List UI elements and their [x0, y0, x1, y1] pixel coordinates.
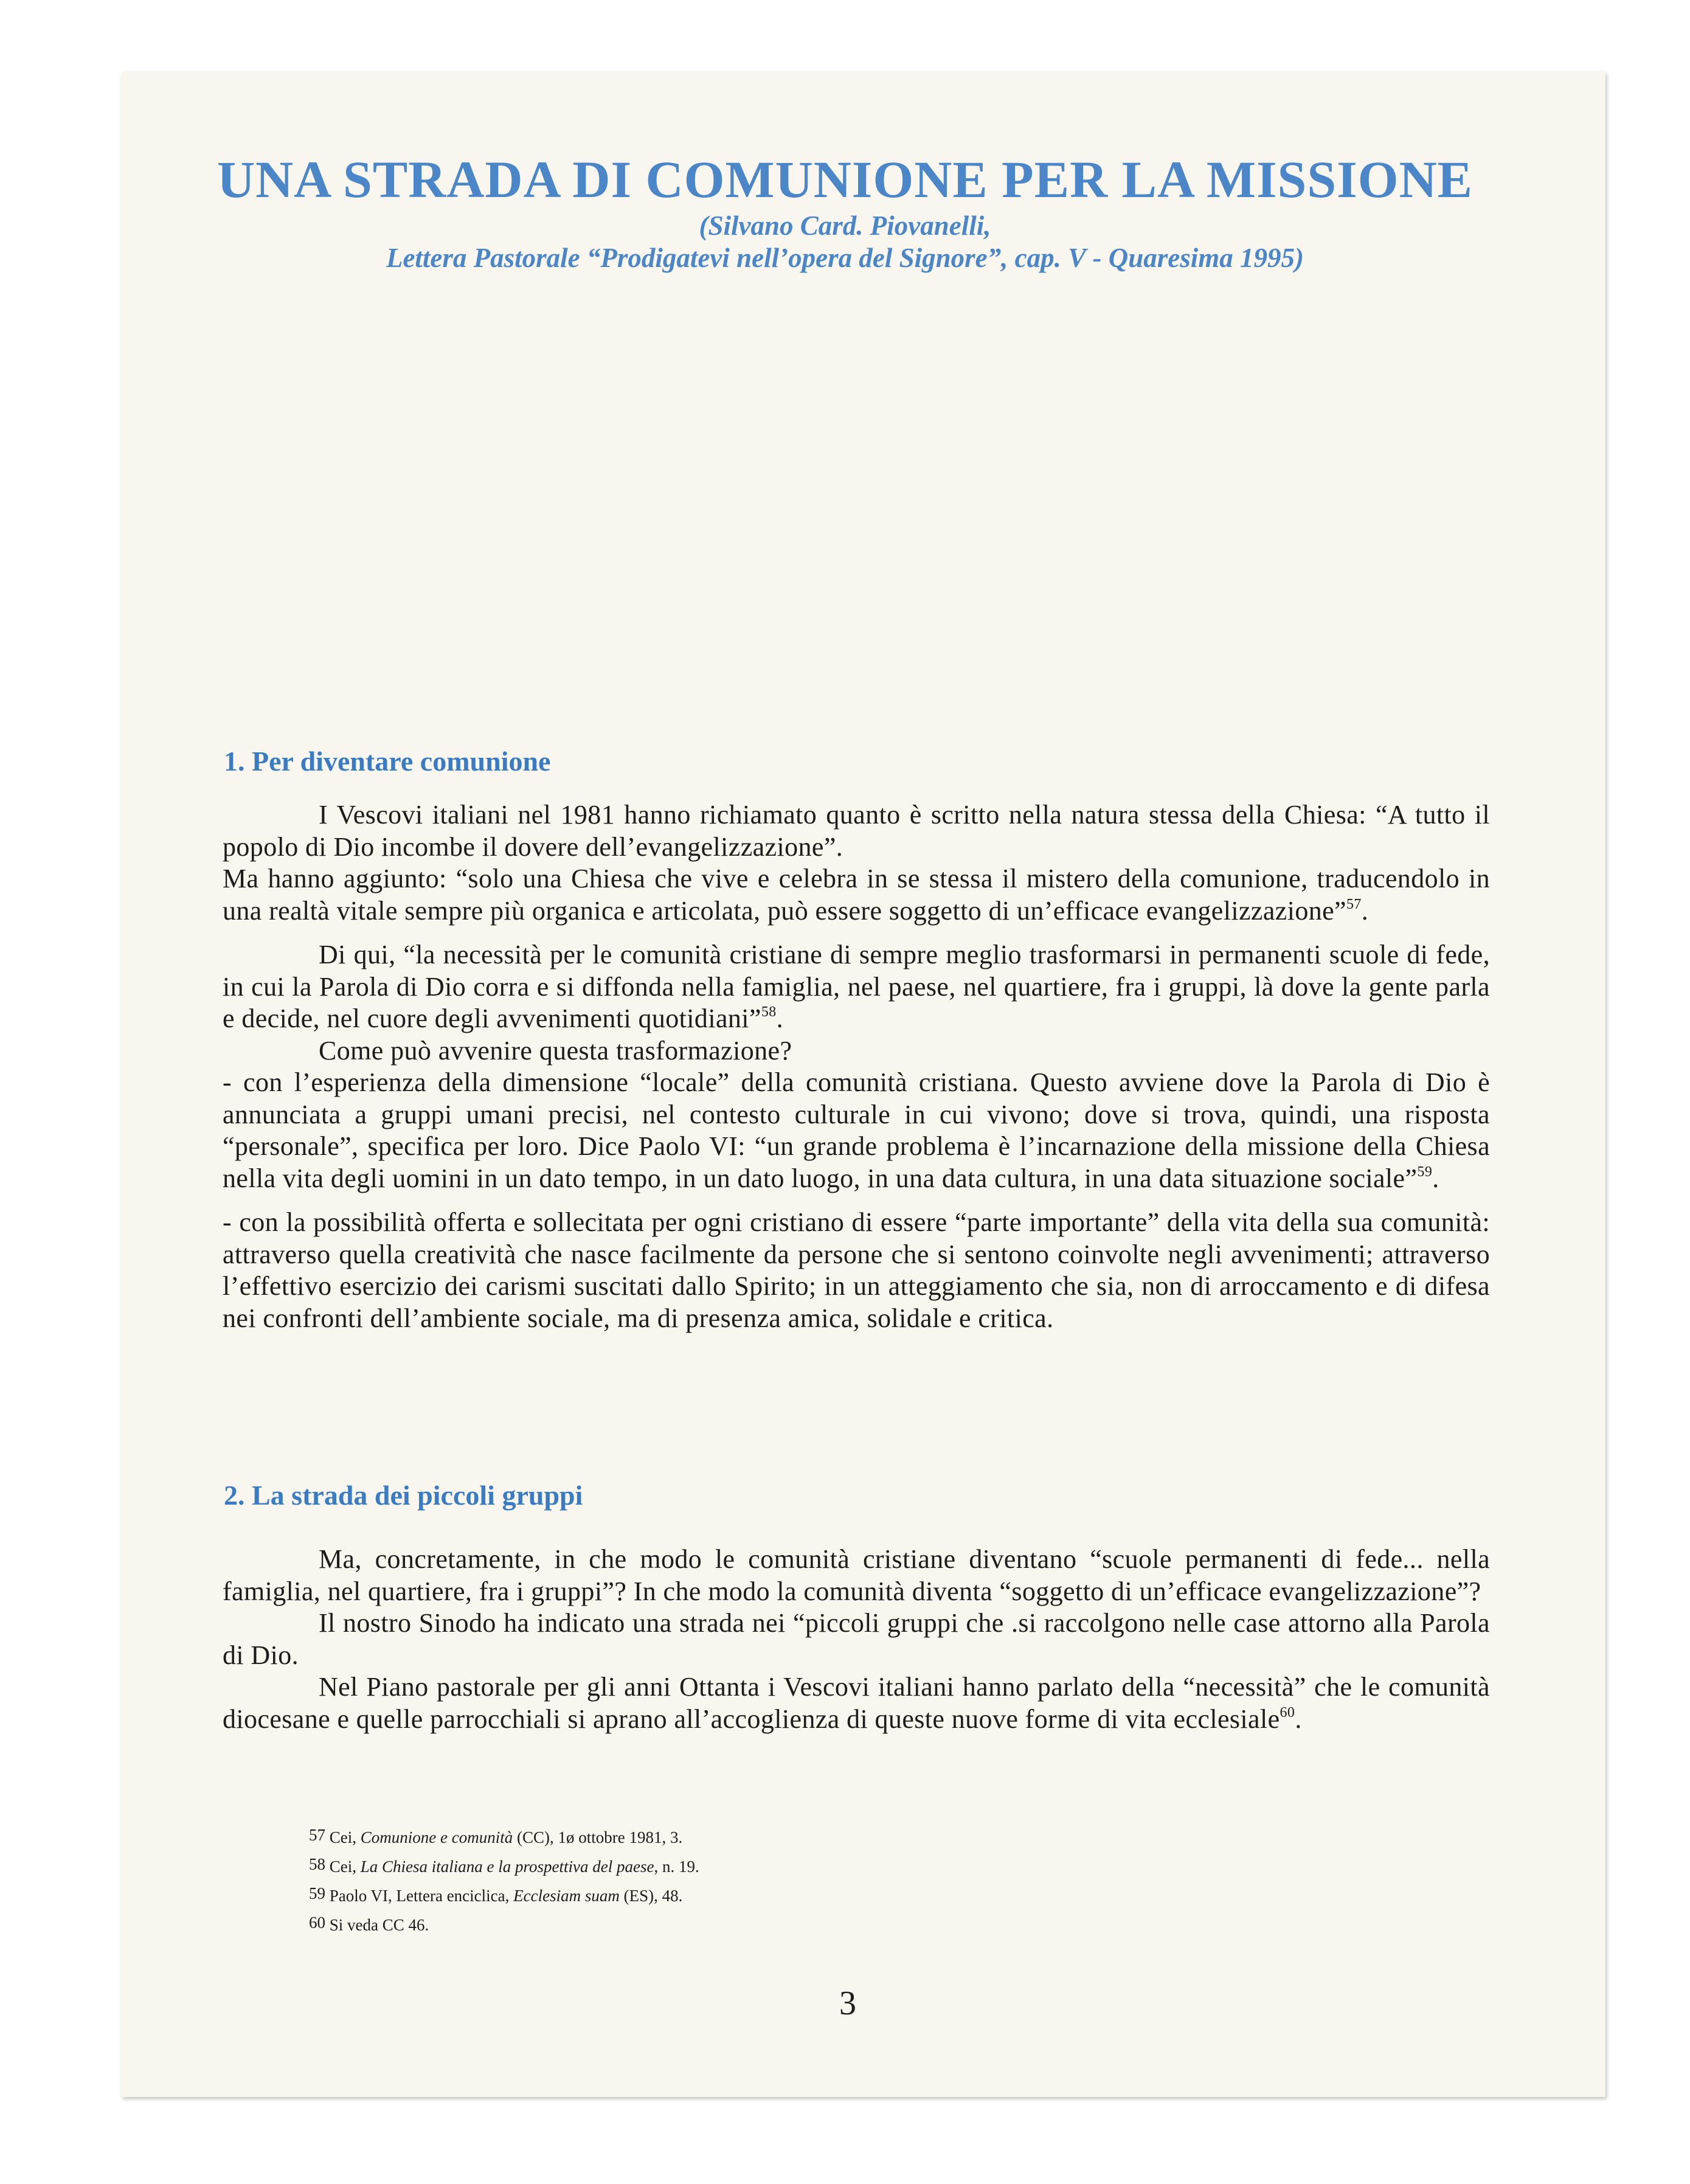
paragraph-text: Nel Piano pastorale per gli anni Ottanta i Vescovi italiani hanno parlato della “necessità” che le comunità diocesane e quelle parrocchiali si aprano all’accoglienza di queste nuove forme di vita ecclesiale — [223, 1672, 1490, 1734]
footnote — [309, 1851, 699, 1880]
paragraph — [223, 863, 1490, 927]
paragraph-text: Ma hanno aggiunto: “solo una Chiesa che vive e celebra in se stessa il mistero della comunione, traducendolo in una realtà vitale sempre più organica e articolata, può essere soggetto di un’efficace evangelizzazione” — [223, 864, 1490, 926]
document-subtitle-author: (Silvano Card. Piovanelli, — [699, 210, 991, 241]
section-2-body — [223, 1544, 1490, 1735]
footnote-title: Comunione e comunità — [360, 1828, 513, 1846]
paragraph-text: Come può avvenire questa trasformazione? — [319, 1035, 792, 1066]
footnote-ref: 57 — [1346, 896, 1362, 912]
footnote-number: 59 — [309, 1884, 325, 1902]
paragraph-text: Ma, concretamente, in che modo le comunità cristiane diventano “scuole permanenti di fede... nella famiglia, nel quartiere, fra i gruppi”? In che modo la comunità diventa “soggetto di un’efficace evangelizzazione”? — [223, 1544, 1490, 1606]
footnote-text: Paolo VI, Lettera enciclica, — [329, 1887, 514, 1905]
footnote-text: , n. 19. — [654, 1857, 699, 1876]
footnote — [309, 1822, 699, 1851]
paragraph-tail: . — [1295, 1704, 1302, 1734]
footnote-text: (CC), 1ø ottobre 1981, 3. — [513, 1828, 683, 1846]
section-1-heading: 1. Per diventare comunione — [224, 746, 551, 777]
paragraph-text: Di qui, “la necessità per le comunità cristiane di sempre meglio trasformarsi in permanenti scuole di fede, in cui la Parola di Dio corra e si diffonda nella famiglia, nel paese, nel quartiere, fra i gruppi, là dove la gente parla e decide, nel cuore degli avvenimenti quotidiani” — [223, 940, 1490, 1033]
footnote-ref: 60 — [1280, 1704, 1295, 1721]
paragraph-text: Il nostro Sinodo ha indicato una strada nei “piccoli gruppi che .si raccolgono nelle case attorno alla Parola di Dio. — [223, 1608, 1490, 1670]
document-title: UNA STRADA DI COMUNIONE PER LA MISSIONE — [216, 150, 1474, 209]
paragraph — [223, 1607, 1490, 1671]
paragraph — [223, 799, 1490, 863]
page-number: 3 — [839, 1985, 856, 2022]
footnote-number: 60 — [309, 1913, 325, 1932]
paragraph — [223, 1207, 1490, 1334]
footnote-title: La Chiesa italiana e la prospettiva del paese — [360, 1857, 654, 1876]
paragraph — [223, 1671, 1490, 1735]
paragraph-tail: . — [1361, 895, 1369, 926]
footnotes — [309, 1822, 699, 1938]
footnote-ref: 59 — [1417, 1163, 1433, 1180]
footnote-title: Ecclesiam suam — [513, 1887, 620, 1905]
paragraph-text: - con la possibilità offerta e sollecitata per ogni cristiano di essere “parte importante” della vita della sua comunità: attraverso quella creatività che nasce facilmente da persone che si sentono coinvolte negli avvenimenti; attraverso l’effettivo esercizio dei carismi suscitati dallo Spirito; in un atteggiamento che sia, non di arroccamento e di difesa nei confronti dell’ambiente sociale, ma di presenza amica, solidale e critica. — [223, 1207, 1490, 1333]
section-2-heading: 2. La strada dei piccoli gruppi — [224, 1480, 583, 1511]
paragraph-text: - con l’esperienza della dimensione “locale” della comunità cristiana. Questo avviene dove la Parola di Dio è annunciata a gruppi umani precisi, nel contesto culturale in cui vivono; dove si trova, quindi, una risposta “personale”, specifica per loro. Dice Paolo VI: “un grande problema è l’incarnazione della missione della Chiesa nella vita degli uomini in un dato tempo, in un dato luogo, in una data cultura, in una data situazione sociale” — [223, 1067, 1490, 1193]
footnote-text: Cei, — [329, 1857, 361, 1876]
paragraph — [223, 1067, 1490, 1194]
paragraph — [223, 1544, 1490, 1607]
footnote-text: Si veda CC 46. — [329, 1916, 429, 1934]
footnote — [309, 1880, 699, 1909]
document-subtitle-source: Lettera Pastorale “Prodigatevi nell’opera del Signore”, cap. V - Quaresima 1995) — [386, 243, 1304, 273]
footnote-number: 57 — [309, 1826, 325, 1844]
paragraph-text: I Vescovi italiani nel 1981 hanno richiamato quanto è scritto nella natura stessa della Chiesa: “A tutto il popolo di Dio incombe il dovere dell’evangelizzazione”. — [223, 800, 1490, 862]
section-1-body — [223, 799, 1490, 1334]
footnote-number: 58 — [309, 1855, 325, 1873]
footnote — [309, 1909, 699, 1938]
footnote-text: Cei, — [329, 1828, 361, 1846]
paragraph — [223, 1035, 1490, 1067]
footnote-ref: 58 — [761, 1004, 777, 1020]
paragraph — [223, 939, 1490, 1035]
paragraph-tail: . — [776, 1004, 784, 1033]
footnote-text: (ES), 48. — [619, 1887, 683, 1905]
paragraph-tail: . — [1432, 1163, 1439, 1193]
